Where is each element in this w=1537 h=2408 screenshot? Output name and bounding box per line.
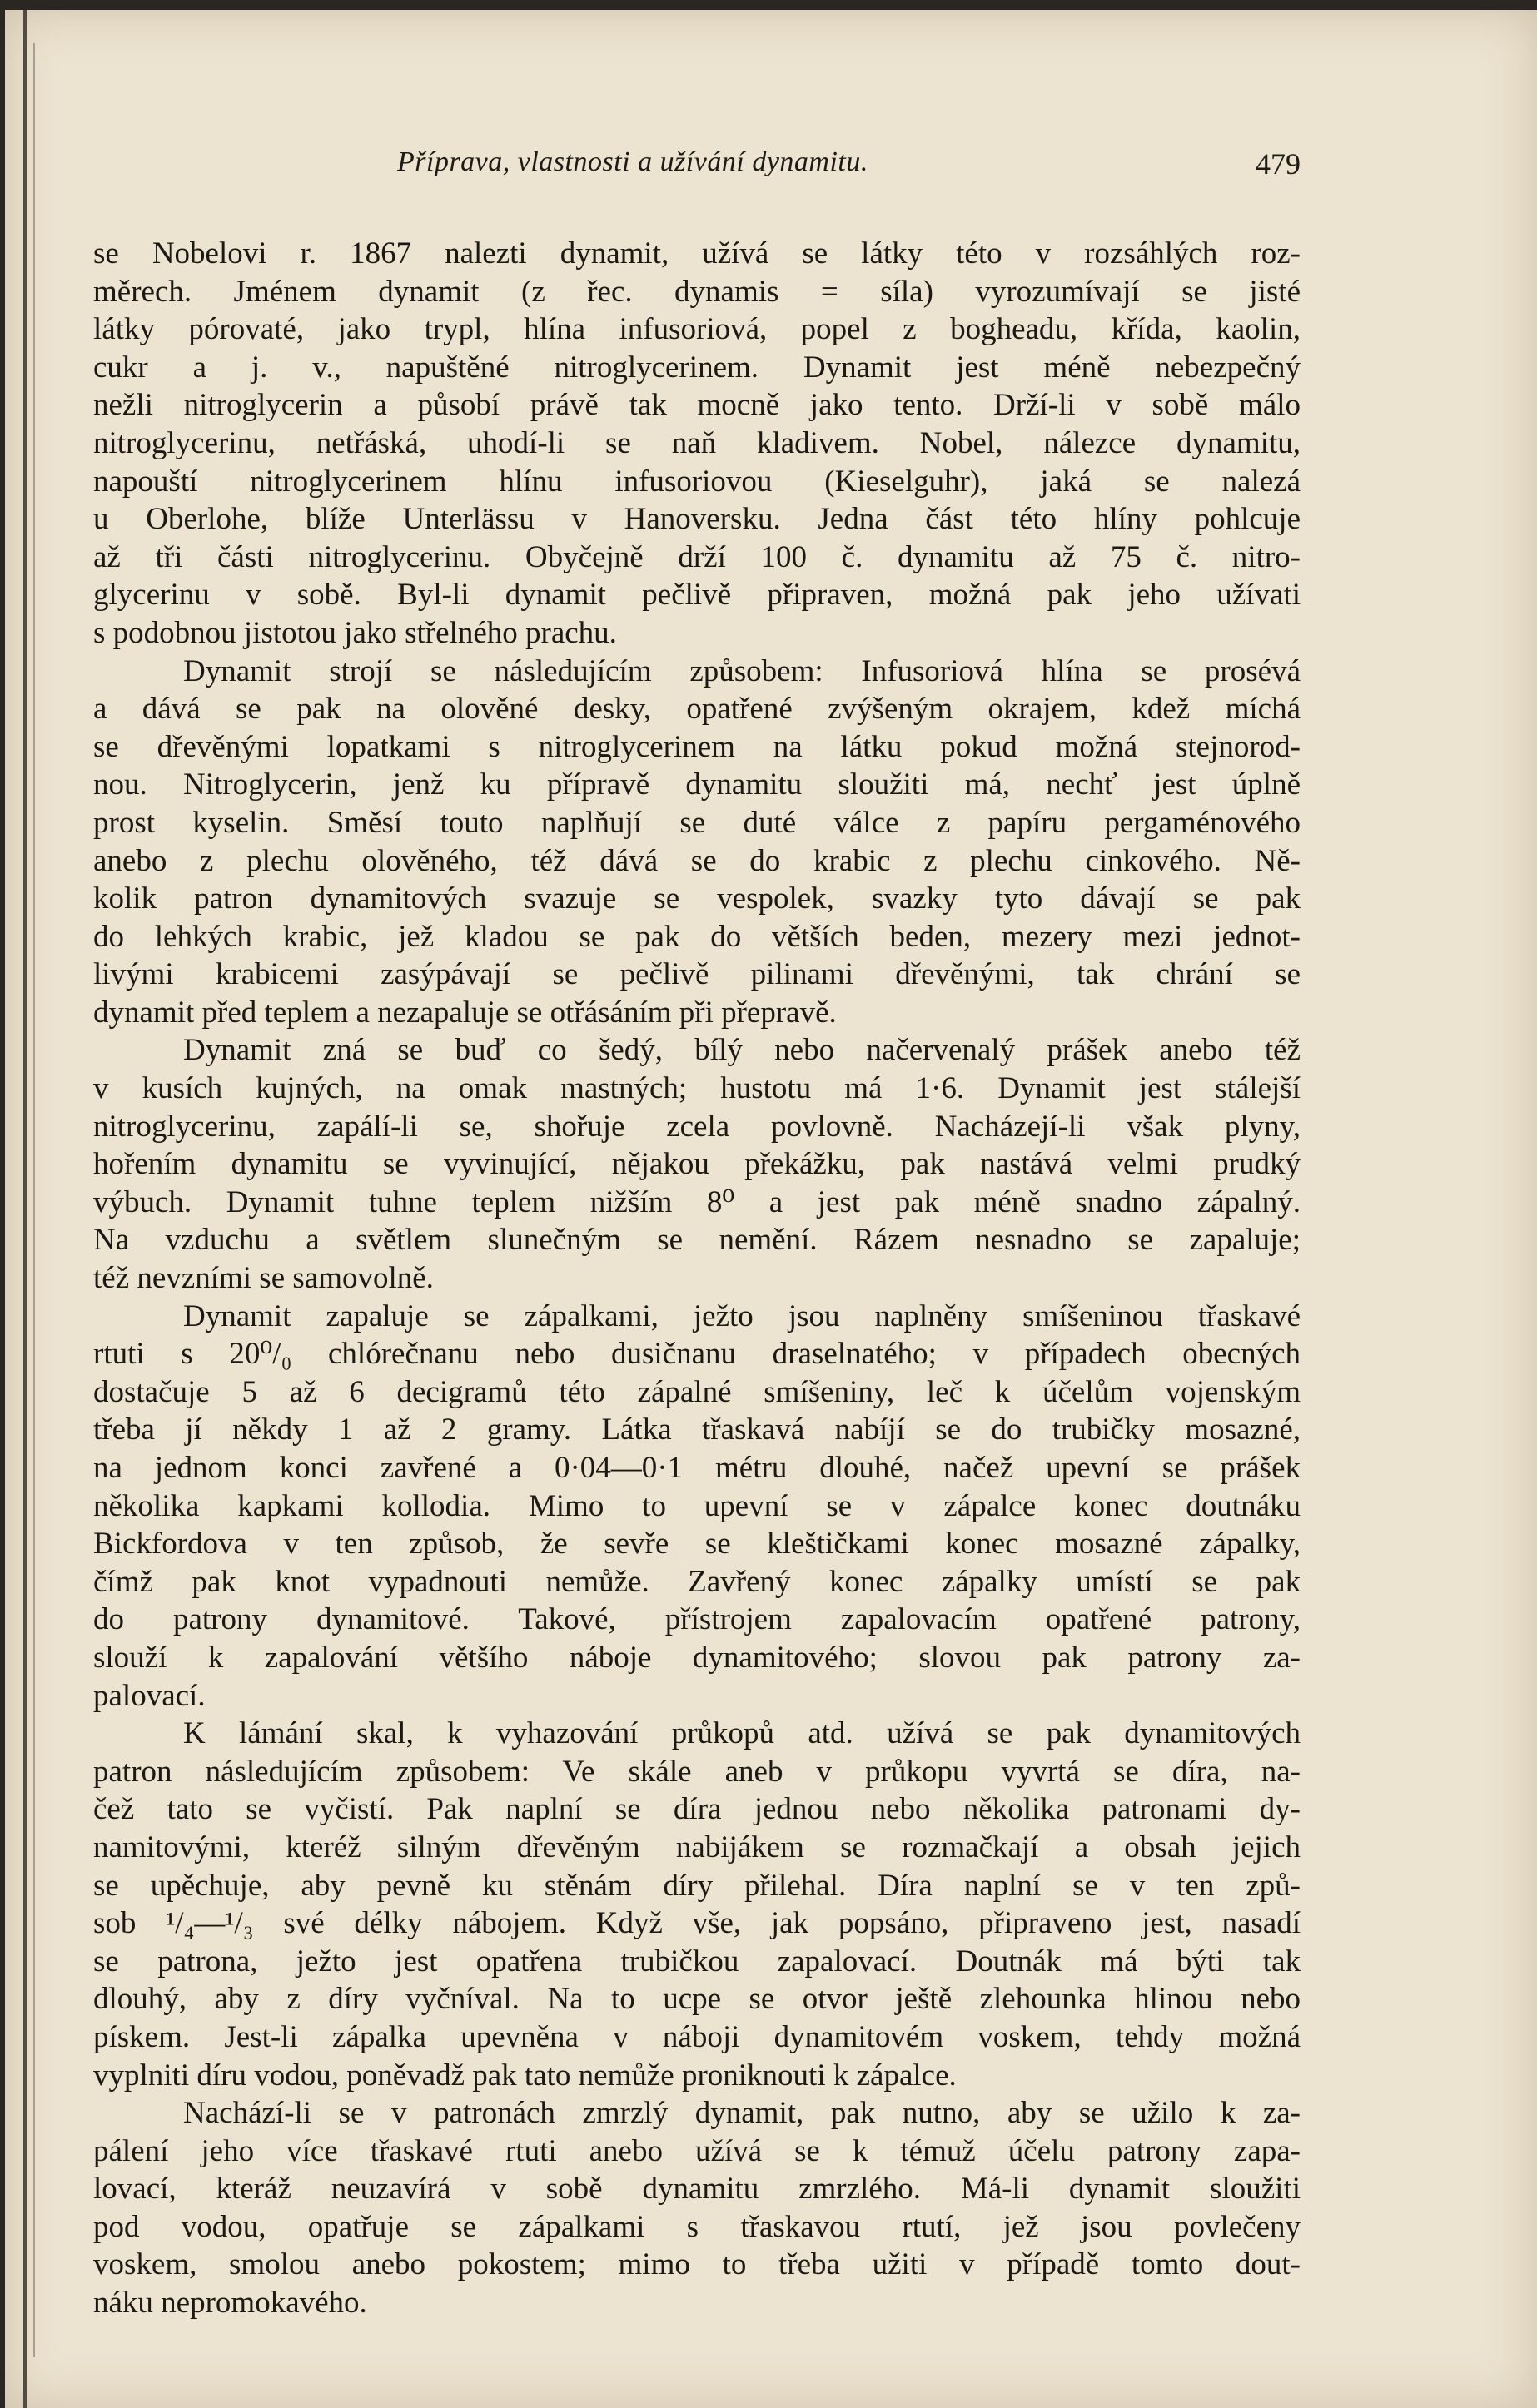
text-line: čež tato se vyčistí. Pak naplní se díra jednou nebo několika patronami dy- <box>93 1792 1301 1827</box>
text-line: sob ¹/₄—¹/₃ své délky nábojem. Když vše, jak popsáno, připraveno jest, nasadí <box>93 1906 1301 1941</box>
text-line: dynamit před teplem a nezapaluje se otřásáním při přepravě. <box>93 995 837 1030</box>
text-line: livými krabicemi zasýpávají se pečlivě pilinami dřevěnými, tak chrání se <box>93 957 1301 992</box>
book-page <box>5 10 1537 2408</box>
page-header <box>93 146 1301 196</box>
text-line: Dynamit zná se buď co šedý, bílý nebo načervenalý prášek anebo též <box>183 1033 1301 1068</box>
text-line: Nachází-li se v patronách zmrzlý dynamit, pak nutno, aby se užilo k za- <box>183 2096 1301 2131</box>
running-title: Příprava, vlastnosti a užívání dynamitu. <box>397 146 868 177</box>
text-line: náku nepromokavého. <box>93 2286 367 2321</box>
text-line: s podobnou jistotou jako střelného prachu. <box>93 615 617 650</box>
text-line: a dává se pak na olověné desky, opatřené zvýšeným okrajem, kdež míchá <box>93 692 1301 727</box>
text-line: se patrona, ježto jest opatřena trubičkou zapalovací. Doutnák má býti tak <box>93 1944 1301 1979</box>
text-line: nitroglycerinu, netřáská, uhodí-li se naň kladivem. Nobel, nálezce dynamitu, <box>93 425 1301 460</box>
text-line: napouští nitroglycerinem hlínu infusoriovou (Kieselguhr), jaká se nalezá <box>93 464 1301 499</box>
text-line: cukr a j. v., napuštěné nitroglycerinem. Dynamit jest méně nebezpečný <box>93 350 1301 385</box>
text-line: slouží k zapalování většího náboje dynamitového; slovou pak patrony za- <box>93 1640 1301 1675</box>
binding-shadow <box>33 43 35 2357</box>
text-line: až tři části nitroglycerinu. Obyčejně drží 100 č. dynamitu až 75 č. nitro- <box>93 539 1301 574</box>
text-line: anebo z plechu olověného, též dává se do krabic z plechu cinkového. Ně- <box>93 843 1301 878</box>
text-line: nou. Nitroglycerin, jenž ku přípravě dynamitu sloužiti má, nechť jest úplně <box>93 767 1301 802</box>
text-line: kolik patron dynamitových svazuje se vespolek, svazky tyto dávají se pak <box>93 881 1301 916</box>
text-line: měrech. Jménem dynamit (z řec. dynamis = síla) vyrozumívají se jisté <box>93 274 1301 309</box>
text-line: třeba jí někdy 1 až 2 gramy. Látka třaskavá nabíjí se do trubičky mosazné, <box>93 1413 1301 1447</box>
text-line: se Nobelovi r. 1867 nalezti dynamit, užívá se látky této v rozsáhlých roz- <box>93 236 1301 271</box>
text-line: několika kapkami kollodia. Mimo to upevní se v zápalce konec doutnáku <box>93 1488 1301 1523</box>
text-line: čímž pak knot vypadnouti nemůže. Zavřený konec zápalky umístí se pak <box>93 1564 1301 1599</box>
text-line: Dynamit strojí se následujícím způsobem: Infusoriová hlína se prosévá <box>183 653 1301 688</box>
text-line: nitroglycerinu, zapálí-li se, shořuje zcela povlovně. Nacházejí-li však plyny, <box>93 1109 1301 1144</box>
body-text <box>93 235 1301 2322</box>
text-line: palovací. <box>93 1678 206 1713</box>
text-line: vyplniti díru vodou, poněvadž pak tato nemůže proniknouti k zápalce. <box>93 2058 957 2093</box>
text-line: do lehkých krabic, jež kladou se pak do větších beden, mezery mezi jednot- <box>93 919 1301 954</box>
text-line: v kusích kujných, na omak mastných; hustotu má 1·6. Dynamit jest stálejší <box>93 1071 1301 1106</box>
page-number: 479 <box>1256 147 1301 181</box>
paragraph <box>93 1298 1301 1715</box>
text-line: hořením dynamitu se vyvinující, nějakou překážku, pak nastává velmi prudký <box>93 1147 1301 1182</box>
text-line: lovací, kteráž neuzavírá v sobě dynamitu zmrzlého. Má-li dynamit sloužiti <box>93 2172 1301 2207</box>
text-line: glycerinu v sobě. Byl-li dynamit pečlivě připraven, možná pak jeho užívati <box>93 578 1301 613</box>
text-line: pod vodou, opatřuje se zápalkami s třaskavou rtutí, jež jsou povlečeny <box>93 2209 1301 2244</box>
paragraph <box>93 2094 1301 2322</box>
text-line: do patrony dynamitové. Takové, přístrojem zapalovacím opatřené patrony, <box>93 1602 1301 1637</box>
paragraph <box>93 1715 1301 2094</box>
text-line: prost kyselin. Směsí touto naplňují se duté válce z papíru pergaménového <box>93 805 1301 840</box>
binding-edge <box>23 10 27 2408</box>
text-line: patron následujícím způsobem: Ve skále aneb v průkopu vyvrtá se díra, na- <box>93 1754 1301 1789</box>
text-line: též nevzními se samovolně. <box>93 1261 434 1296</box>
text-line: dlouhý, aby z díry vyčníval. Na to ucpe se otvor ještě zlehounka hlinou nebo <box>93 1982 1301 2017</box>
text-line: rtuti s 20⁰/₀ chlórečnanu nebo dusičnanu draselnatého; v případech obecných <box>93 1337 1301 1372</box>
paragraph <box>93 235 1301 653</box>
text-line: na jednom konci zavřené a 0·04—0·1 métru dlouhé, načež upevní se prášek <box>93 1451 1301 1485</box>
text-line: se upěchuje, aby pevně ku stěnám díry přilehal. Díra naplní se v ten způ- <box>93 1868 1301 1903</box>
text-line: u Oberlohe, blíže Unterlässu v Hanoversku. Jedna část této hlíny pohlcuje <box>93 502 1301 537</box>
paragraph <box>93 1031 1301 1297</box>
text-line: nežli nitroglycerin a působí právě tak mocně jako tento. Drží-li v sobě málo <box>93 388 1301 423</box>
text-line: voskem, smolou anebo pokostem; mimo to třeba užiti v případě tomto dout- <box>93 2247 1301 2282</box>
text-line: namitovými, kteréž silným dřevěným nabijákem se rozmačkají a obsah jejich <box>93 1830 1301 1864</box>
text-line: pískem. Jest-li zápalka upevněna v náboji dynamitovém voskem, tehdy možná <box>93 2019 1301 2054</box>
text-line: dostačuje 5 až 6 decigramů této zápalné smíšeniny, leč k účelům vojenským <box>93 1374 1301 1409</box>
text-line: látky pórovaté, jako trypl, hlína infusoriová, popel z bogheadu, křída, kaolin, <box>93 312 1301 347</box>
text-line: Bickfordova v ten způsob, že sevře se kleštičkami konec mosazné zápalky, <box>93 1527 1301 1561</box>
text-line: K lámání skal, k vyhazování průkopů atd. užívá se pak dynamitových <box>183 1716 1301 1751</box>
text-line: pálení jeho více třaskavé rtuti anebo užívá se k témuž účelu patrony zapa- <box>93 2133 1301 2168</box>
text-line: se dřevěnými lopatkami s nitroglycerinem na látku pokud možná stejnorod- <box>93 729 1301 764</box>
text-line: Na vzduchu a světlem slunečným se nemění. Rázem nesnadno se zapaluje; <box>93 1223 1301 1258</box>
text-line: Dynamit zapaluje se zápalkami, ježto jsou naplněny smíšeninou třaskavé <box>183 1298 1301 1333</box>
paragraph <box>93 653 1301 1032</box>
text-line: výbuch. Dynamit tuhne teplem nižším 8⁰ a jest pak méně snadno zápalný. <box>93 1184 1301 1219</box>
